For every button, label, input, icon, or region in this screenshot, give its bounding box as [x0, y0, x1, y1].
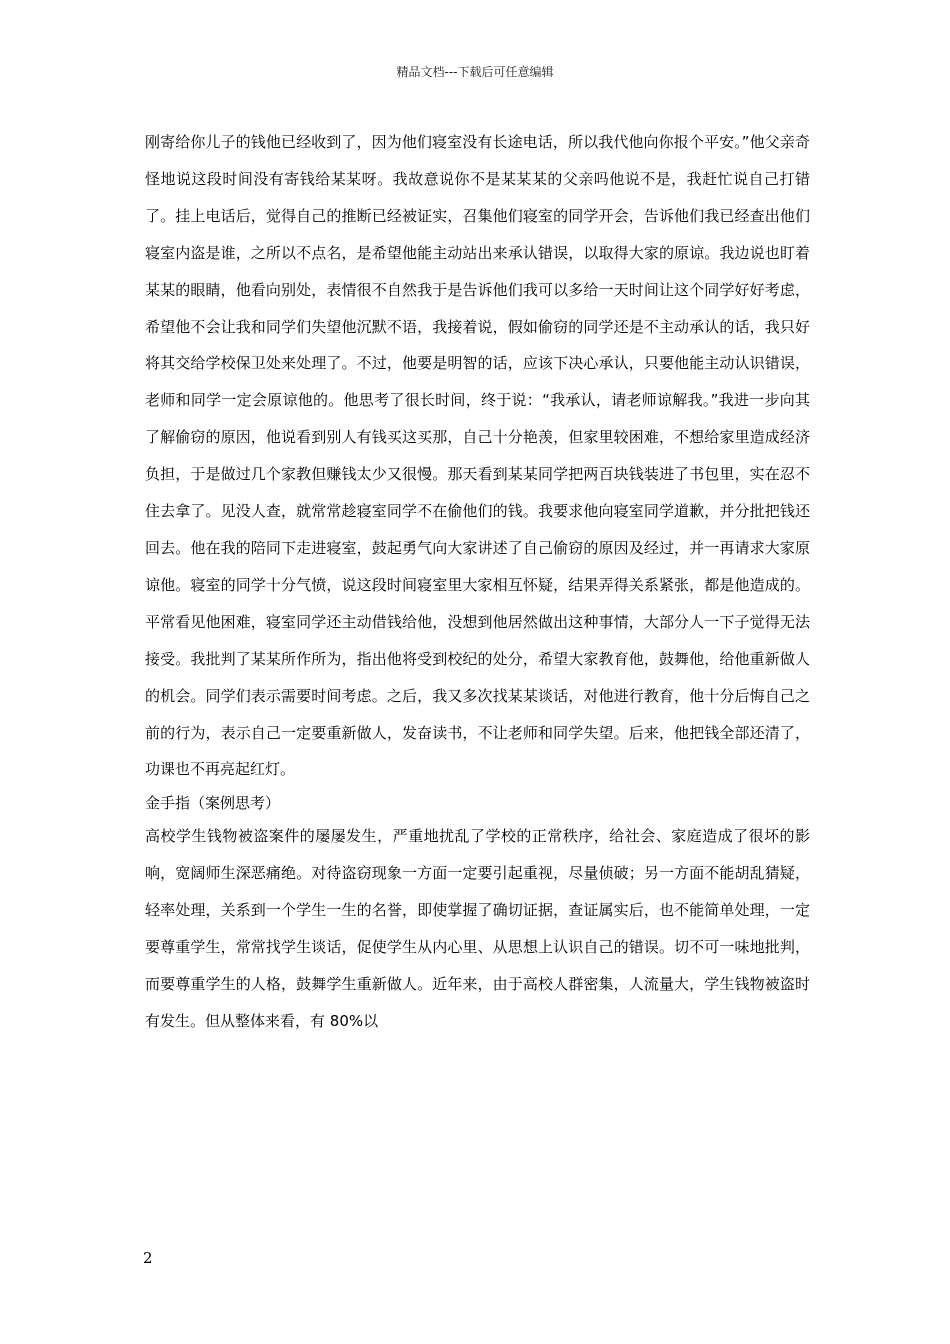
page-number: 2: [143, 1249, 153, 1267]
body-paragraph-1: 刚寄给你儿子的钱他已经收到了，因为他们寝室没有长途电话，所以我代他向你报个平安。”他父亲奇怪地说这段时间没有寄钱给某某呀。我故意说你不是某某某的父亲吗他说不是，我赶忙说自己打错了。挂上电话后，觉得自己的推断已经被证实，召集他们寝室的同学开会，告诉他们我已经查出他们寝室内盗是谁，之所以不点名，是希望他能主动站出来承认错误，以取得大家的原谅。我边说也盯着某某的眼睛，他看向别处，表情很不自然我于是告诉他们我可以多给一天时间让这个同学好好考虑，希望他不会让我和同学们失望他沉默不语，我接着说，假如偷窃的同学还是不主动承认的话，我只好将其交给学校保卫处来处理了。不过，他要是明智的话，应该下决心承认，只要他能主动认识错误，老师和同学一定会原谅他的。他思考了很长时间，终于说：“我承认，请老师谅解我。”我进一步向其了解偷窃的原因，他说看到别人有钱买这买那，自己十分艳羡，但家里较困难，不想给家里造成经济负担，于是做过几个家教但赚钱太少又很慢。那天看到某某同学把两百块钱装进了书包里，实在忍不住去拿了。见没人查，就常常趁寝室同学不在偷他们的钱。我要求他向寝室同学道歉，并分批把钱还回去。他在我的陪同下走进寝室，鼓起勇气向大家讲述了自己偷窃的原因及经过，并一再请求大家原谅他。寝室的同学十分气愤，说这段时间寝室里大家相互怀疑，结果弄得关系紧张，都是他造成的。平常看见他困难，寝室同学还主动借钱给他，没想到他居然做出这种事情，大部分人一下子觉得无法接受。我批判了某某所作所为，指出他将受到校纪的处分，希望大家教育他，鼓舞他，给他重新做人的机会。同学们表示需要时间考虑。之后，我又多次找某某谈话，对他进行教育，他十分后悔自己之前的行为，表示自己一定要重新做人，发奋读书，不让老师和同学失望。后来，他把钱全部还清了，功课也不再亮起红灯。: [145, 133, 810, 779]
body-paragraph-2: 高校学生钱物被盗案件的屡屡发生，严重地扰乱了学校的正常秩序，给社会、家庭造成了很坏的影响，宽阔师生深恶痛绝。对待盗窃现象一方面一定要引起重视，尽量侦破；另一方面不能胡乱猜疑，轻率处理，关系到一个学生一生的名誉，即使掌握了确切证据，查证属实后，也不能简单处理，一定要尊重学生，常常找学生谈话，促使学生从内心里、从思想上认识自己的错误。切不可一味地批判，而要尊重学生的人格，鼓舞学生重新做人。近年来，由于高校人群密集，人流量大，学生钱物被盗时有发生。但从整体来看，有 80%以: [145, 827, 810, 1030]
section-heading: 金手指（案例思考）: [145, 794, 281, 813]
document-body: [145, 124, 810, 1040]
page-header: 精品文档---下载后可任意编辑: [396, 65, 554, 79]
